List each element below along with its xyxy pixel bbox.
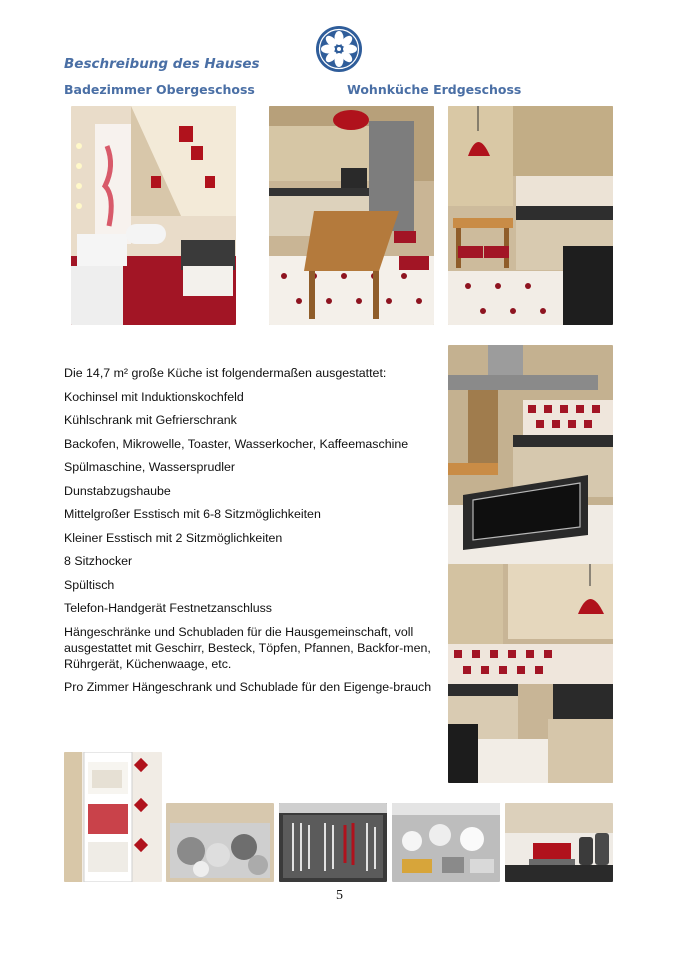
- sink-counter-photo: [448, 564, 613, 783]
- list-item: Backofen, Mikrowelle, Toaster, Wasserkocher, Kaffeemaschine: [64, 436, 409, 451]
- kitchen-dining-photo: [269, 106, 434, 325]
- cooking-island-photo: [448, 345, 613, 564]
- list-item: Kochinsel mit Induktionskochfeld: [64, 389, 244, 404]
- dishes-drawer-photo: [392, 803, 500, 882]
- description-intro: Die 14,7 m² große Küche ist folgendermaßen ausgestattet:: [64, 366, 387, 380]
- cabinet-shelf-photo: [64, 752, 162, 882]
- list-item: Spültisch: [64, 577, 115, 592]
- page-title: Beschreibung des Hauses: [64, 56, 260, 72]
- kitchen-heading: Wohnküche Erdgeschoss: [347, 82, 522, 97]
- flower-rosette-logo: [314, 24, 364, 74]
- page-number: 5: [336, 888, 343, 903]
- list-item: 8 Sitzhocker: [64, 554, 133, 568]
- kitchen-corner-photo: [448, 106, 613, 325]
- appliances-counter-photo: [505, 803, 613, 882]
- list-item: Kleiner Esstisch mit 2 Sitzmöglichkeiten: [64, 530, 283, 545]
- pots-drawer-photo: [166, 803, 274, 882]
- list-item: Telefon-Handgerät Festnetzanschluss: [64, 601, 273, 615]
- bathroom-photo: [71, 106, 236, 325]
- kitchen-description: [64, 365, 434, 703]
- list-item: Mittelgroßer Esstisch mit 6-8 Sitzmöglichkeiten: [64, 507, 321, 521]
- cutlery-drawer-photo: [279, 803, 387, 882]
- list-item: Pro Zimmer Hängeschrank und Schublade für den Eigenge-brauch: [64, 680, 432, 694]
- list-item: Spülmaschine, Wassersprudler: [64, 460, 236, 474]
- bathroom-heading: Badezimmer Obergeschoss: [64, 82, 255, 97]
- list-item: Dunstabzugshaube: [64, 483, 171, 498]
- list-item: Hängeschränke und Schubladen für die Hausgemeinschaft, voll ausgestattet mit Geschirr, Besteck, Töpfen, Pfannen, Backfor-men, Rührgerät, Küchenwaage, etc.: [64, 624, 431, 671]
- list-item: Kühlschrank mit Gefrierschrank: [64, 413, 237, 427]
